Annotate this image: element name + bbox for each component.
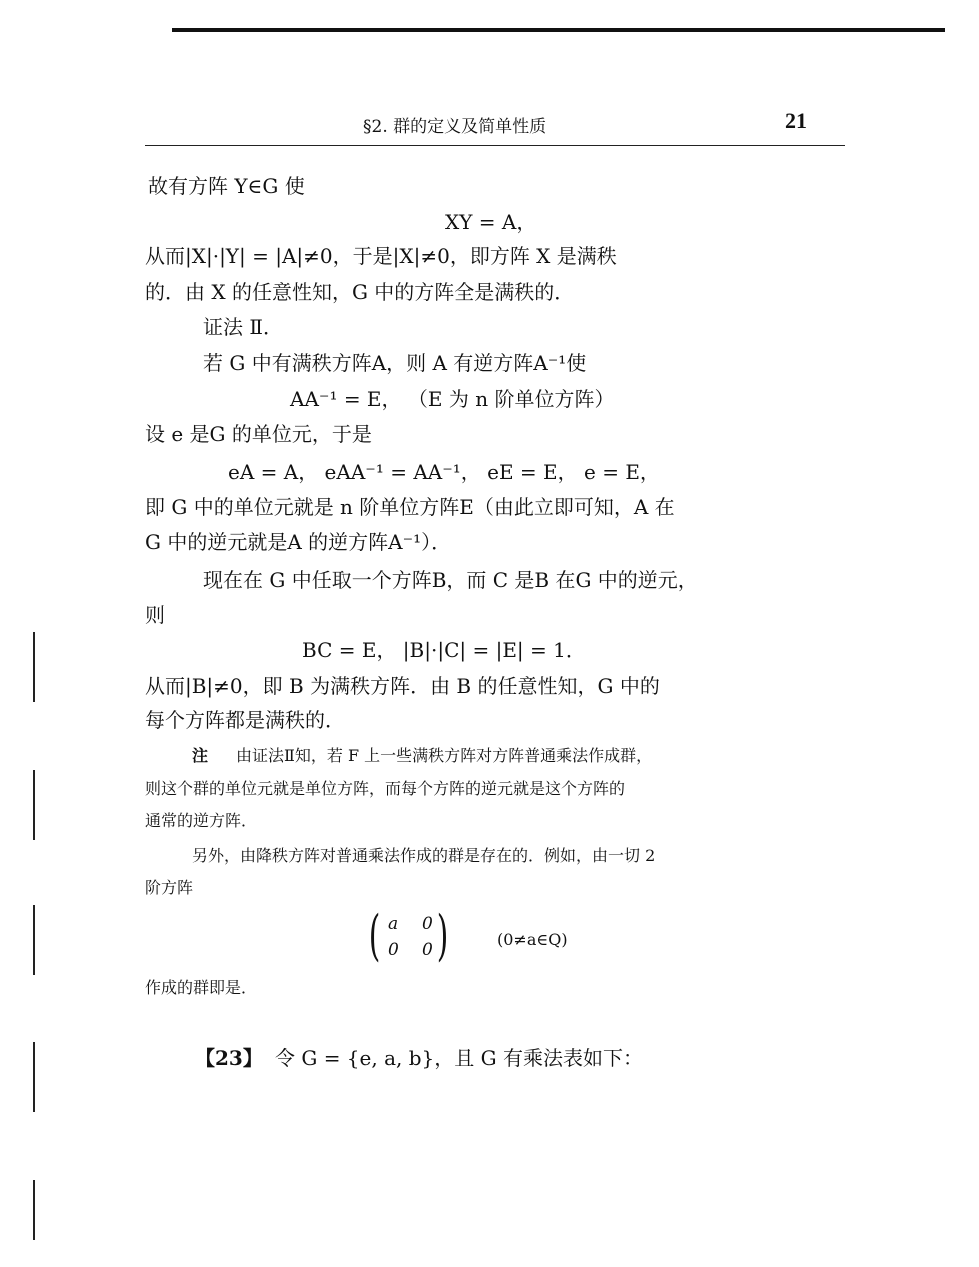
margin-mark	[33, 632, 35, 702]
equation: eA = A， eAA⁻¹ = AA⁻¹， eE = E， e = E，	[228, 460, 660, 484]
margin-mark	[33, 1042, 35, 1112]
text-line: G 中的逆元就是A 的逆方阵A⁻¹）．	[145, 530, 452, 554]
problem-number: 【23】	[195, 1046, 263, 1070]
proof-heading: 证法 Ⅱ．	[203, 315, 283, 339]
text-line: 现在在 G 中任取一个方阵B，而 C 是B 在G 中的逆元，	[203, 568, 698, 592]
text-line: 从而|X|·|Y| = |A|≠0，于是|X|≠0，即方阵 X 是满秩	[145, 244, 617, 268]
text-line: 的．由 X 的任意性知，G 中的方阵全是满秩的．	[145, 280, 575, 304]
note-line: 作成的群即是．	[145, 978, 258, 997]
left-paren: (	[368, 904, 381, 967]
equation: XY = A，	[445, 210, 537, 234]
text-line: 即 G 中的单位元就是 n 阶单位方阵E（由此立即可知，A 在	[145, 495, 675, 519]
text-line: 设 e 是G 的单位元，于是	[145, 422, 372, 446]
right-paren: )	[436, 904, 449, 967]
text-line: 故有方阵 Y∈G 使	[148, 174, 305, 198]
problem-text: 令 G = {e, a, b}，且 G 有乘法表如下：	[275, 1046, 643, 1070]
note-label: 注	[192, 746, 209, 765]
note-line: 另外，由降秩方阵对普通乘法作成的群是存在的．例如，由一切 2	[192, 846, 656, 865]
header-rule	[145, 145, 845, 146]
matrix-cell: 0	[422, 914, 433, 934]
equation: BC = E， |B|·|C| = |E| = 1．	[302, 638, 586, 662]
matrix	[368, 904, 460, 967]
equation: AA⁻¹ = E， （E 为 n 阶单位方阵）	[290, 387, 615, 411]
matrix-cell: 0	[422, 940, 433, 960]
section-title: §2. 群的定义及简单性质	[363, 117, 547, 137]
note-line: 通常的逆方阵．	[145, 811, 258, 830]
margin-mark	[33, 770, 35, 840]
top-rule	[172, 28, 945, 32]
matrix-cell: a	[388, 914, 399, 934]
note-line: 阶方阵	[145, 878, 194, 897]
text-line: 则	[145, 603, 165, 627]
margin-mark	[33, 905, 35, 975]
text-line: 从而|B|≠0，即 B 为满秩方阵．由 B 的任意性知，G 中的	[145, 674, 660, 698]
matrix-cell: 0	[388, 940, 399, 960]
note-line: 由证法Ⅱ知，若 F 上一些满秩方阵对方阵普通乘法作成群，	[236, 746, 653, 765]
matrix-condition: (0≠a∈Q)	[497, 930, 568, 949]
text-line: 每个方阵都是满秩的．	[145, 708, 345, 732]
running-header	[145, 108, 845, 142]
margin-mark	[33, 1180, 35, 1240]
page-number: 21	[785, 108, 807, 133]
text-line: 若 G 中有满秩方阵A，则 A 有逆方阵A⁻¹使	[203, 351, 587, 375]
note-line: 则这个群的单位元就是单位方阵，而每个方阵的逆元就是这个方阵的	[145, 779, 626, 798]
